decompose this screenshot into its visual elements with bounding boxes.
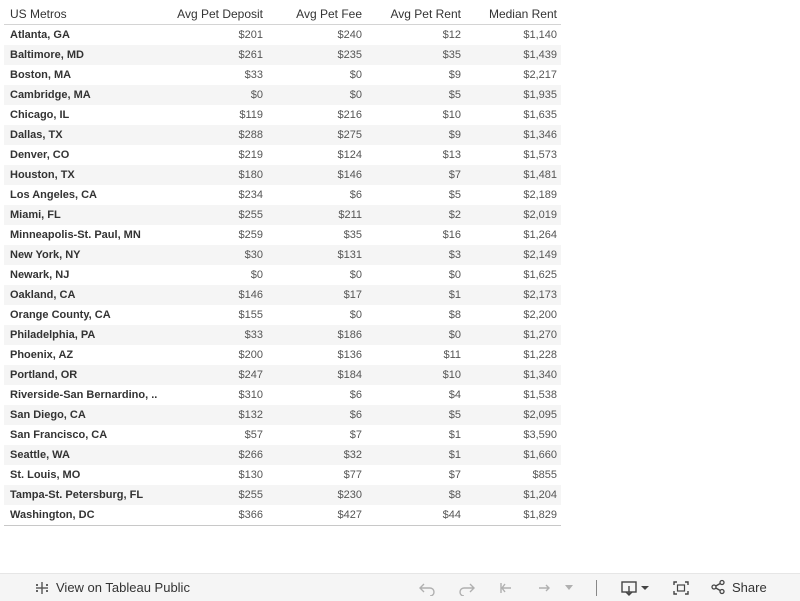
cell-pet-rent: $9	[448, 69, 461, 81]
cell-pet-fee: $0	[349, 89, 362, 101]
cell-pet-rent: $1	[448, 449, 461, 461]
share-label: Share	[732, 579, 767, 595]
refresh-icon[interactable]	[536, 580, 554, 596]
cell-metro: Chicago, IL	[10, 109, 70, 121]
table-row[interactable]	[4, 305, 561, 325]
cell-median-rent: $1,573	[523, 149, 557, 161]
table-row[interactable]	[4, 325, 561, 345]
cell-pet-deposit: $33	[244, 69, 263, 81]
cell-metro: Washington, DC	[10, 509, 95, 521]
cell-median-rent: $1,481	[523, 169, 557, 181]
table-row[interactable]	[4, 345, 561, 365]
cell-median-rent: $2,149	[523, 249, 557, 261]
share-icon	[710, 579, 726, 595]
cell-pet-deposit: $180	[238, 169, 263, 181]
cell-pet-deposit: $219	[238, 149, 263, 161]
cell-median-rent: $1,935	[523, 89, 557, 101]
cell-pet-fee: $7	[349, 429, 362, 441]
table-row[interactable]	[4, 265, 561, 285]
cell-pet-rent: $5	[448, 409, 461, 421]
cell-metro: San Diego, CA	[10, 409, 86, 421]
cell-pet-deposit: $201	[238, 29, 263, 41]
cell-pet-deposit: $310	[238, 389, 263, 401]
cell-pet-fee: $136	[337, 349, 362, 361]
cell-pet-fee: $184	[337, 369, 362, 381]
cell-pet-deposit: $30	[244, 249, 263, 261]
table-row[interactable]	[4, 185, 561, 205]
cell-median-rent: $3,590	[523, 429, 557, 441]
cell-pet-deposit: $259	[238, 229, 263, 241]
table-row[interactable]	[4, 485, 561, 505]
cell-metro: St. Louis, MO	[10, 469, 81, 481]
cell-median-rent: $2,019	[523, 209, 557, 221]
table-row[interactable]	[4, 285, 561, 305]
cell-pet-fee: $6	[349, 409, 362, 421]
cell-pet-rent: $8	[448, 489, 461, 501]
table-row[interactable]	[4, 165, 561, 185]
cell-pet-deposit: $255	[238, 209, 263, 221]
cell-median-rent: $1,140	[523, 29, 557, 41]
cell-pet-fee: $77	[343, 469, 362, 481]
cell-pet-fee: $216	[337, 109, 362, 121]
header-median-rent[interactable]: Median Rent	[488, 7, 557, 21]
cell-pet-rent: $7	[448, 469, 461, 481]
cell-median-rent: $1,660	[523, 449, 557, 461]
data-table	[4, 4, 561, 526]
cell-median-rent: $2,173	[523, 289, 557, 301]
cell-pet-fee: $146	[337, 169, 362, 181]
cell-pet-deposit: $132	[238, 409, 263, 421]
cell-pet-deposit: $234	[238, 189, 263, 201]
cell-median-rent: $1,346	[523, 129, 557, 141]
cell-pet-deposit: $266	[238, 449, 263, 461]
cell-pet-fee: $186	[337, 329, 362, 341]
cell-pet-fee: $6	[349, 189, 362, 201]
cell-pet-deposit: $130	[238, 469, 263, 481]
download-icon[interactable]	[620, 580, 650, 596]
cell-median-rent: $1,204	[523, 489, 557, 501]
cell-metro: Minneapolis-St. Paul, MN	[10, 229, 141, 241]
cell-median-rent: $2,189	[523, 189, 557, 201]
cell-pet-rent: $13	[442, 149, 461, 161]
cell-metro: Atlanta, GA	[10, 29, 70, 41]
cell-median-rent: $2,200	[523, 309, 557, 321]
cell-median-rent: $2,217	[523, 69, 557, 81]
cell-pet-fee: $0	[349, 269, 362, 281]
header-pet-fee[interactable]: Avg Pet Fee	[296, 7, 362, 21]
table-row[interactable]	[4, 205, 561, 225]
cell-pet-deposit: $200	[238, 349, 263, 361]
table-row[interactable]	[4, 85, 561, 105]
cell-pet-fee: $427	[337, 509, 362, 521]
cell-pet-rent: $5	[448, 89, 461, 101]
cell-pet-deposit: $146	[238, 289, 263, 301]
table-row[interactable]	[4, 125, 561, 145]
cell-metro: Riverside-San Bernardino, ..	[10, 389, 158, 401]
cell-pet-deposit: $0	[250, 89, 263, 101]
cell-median-rent: $1,635	[523, 109, 557, 121]
cell-pet-fee: $235	[337, 49, 362, 61]
table-row[interactable]	[4, 425, 561, 445]
cell-metro: Denver, CO	[10, 149, 70, 161]
table-row[interactable]	[4, 365, 561, 385]
table-row[interactable]	[4, 45, 561, 65]
cell-pet-rent: $9	[448, 129, 461, 141]
header-metros[interactable]: US Metros	[10, 7, 67, 21]
cell-metro: Los Angeles, CA	[10, 189, 97, 201]
cell-metro: Newark, NJ	[10, 269, 70, 281]
cell-median-rent: $1,829	[523, 509, 557, 521]
tableau-toolbar	[0, 573, 800, 601]
table-row[interactable]	[4, 385, 561, 405]
cell-metro: Boston, MA	[10, 69, 72, 81]
fullscreen-icon[interactable]	[672, 580, 690, 596]
header-pet-rent[interactable]: Avg Pet Rent	[390, 7, 461, 21]
table-row[interactable]	[4, 225, 561, 245]
cell-metro: Miami, FL	[10, 209, 61, 221]
cell-median-rent: $1,270	[523, 329, 557, 341]
table-row[interactable]	[4, 445, 561, 465]
cell-pet-rent: $0	[448, 269, 461, 281]
table-body	[4, 25, 561, 526]
cell-median-rent: $1,340	[523, 369, 557, 381]
header-pet-deposit[interactable]: Avg Pet Deposit	[177, 7, 263, 21]
cell-pet-deposit: $33	[244, 329, 263, 341]
cell-metro: Portland, OR	[10, 369, 78, 381]
table-row[interactable]	[4, 405, 561, 425]
tableau-logo-icon	[34, 580, 50, 596]
cell-metro: New York, NY	[10, 249, 81, 261]
table-row[interactable]	[4, 145, 561, 165]
table-row[interactable]	[4, 245, 561, 265]
cell-pet-deposit: $261	[238, 49, 263, 61]
cell-pet-rent: $5	[448, 189, 461, 201]
cell-metro: Philadelphia, PA	[10, 329, 96, 341]
toolbar-separator	[596, 580, 597, 596]
cell-pet-rent: $1	[448, 289, 461, 301]
cell-pet-rent: $12	[442, 29, 461, 41]
cell-pet-rent: $4	[448, 389, 461, 401]
cell-pet-fee: $131	[337, 249, 362, 261]
redo-icon[interactable]	[458, 580, 476, 596]
view-on-tableau-label: View on Tableau Public	[56, 580, 190, 595]
cell-pet-deposit: $0	[250, 269, 263, 281]
cell-pet-deposit: $255	[238, 489, 263, 501]
cell-metro: Tampa-St. Petersburg, FL	[10, 489, 144, 501]
cell-pet-deposit: $119	[239, 109, 263, 121]
cell-pet-rent: $10	[442, 109, 461, 121]
cell-metro: Seattle, WA	[10, 449, 70, 461]
cell-median-rent: $855	[532, 469, 557, 481]
cell-pet-fee: $211	[338, 209, 362, 221]
cell-pet-fee: $0	[349, 69, 362, 81]
table-row[interactable]	[4, 465, 561, 485]
cell-pet-fee: $0	[349, 309, 362, 321]
undo-icon[interactable]	[418, 580, 436, 596]
cell-median-rent: $2,095	[523, 409, 557, 421]
cell-pet-fee: $35	[343, 229, 362, 241]
cell-pet-deposit: $366	[238, 509, 263, 521]
table-row[interactable]	[4, 65, 561, 85]
cell-metro: Houston, TX	[10, 169, 75, 181]
cell-median-rent: $1,538	[523, 389, 557, 401]
cell-pet-fee: $32	[343, 449, 362, 461]
cell-pet-rent: $7	[448, 169, 461, 181]
cell-metro: Oakland, CA	[10, 289, 76, 301]
cell-metro: Phoenix, AZ	[10, 349, 74, 361]
cell-pet-rent: $1	[448, 429, 461, 441]
cell-median-rent: $1,439	[523, 49, 557, 61]
cell-pet-deposit: $57	[244, 429, 263, 441]
cell-metro: Baltimore, MD	[10, 49, 84, 61]
cell-pet-rent: $44	[442, 509, 461, 521]
cell-metro: San Francisco, CA	[10, 429, 108, 441]
cell-median-rent: $1,228	[523, 349, 557, 361]
cell-pet-rent: $2	[448, 209, 461, 221]
cell-pet-rent: $0	[448, 329, 461, 341]
table-header	[4, 4, 561, 25]
table-row[interactable]	[4, 505, 561, 525]
cell-pet-fee: $17	[343, 289, 362, 301]
cell-pet-rent: $10	[442, 369, 461, 381]
cell-median-rent: $1,625	[523, 269, 557, 281]
cell-pet-rent: $3	[448, 249, 461, 261]
cell-metro: Orange County, CA	[10, 309, 111, 321]
cell-pet-fee: $275	[337, 129, 362, 141]
cell-pet-fee: $6	[349, 389, 362, 401]
table-row[interactable]	[4, 25, 561, 45]
cell-median-rent: $1,264	[523, 229, 557, 241]
cell-pet-deposit: $247	[238, 369, 263, 381]
cell-pet-deposit: $155	[238, 309, 263, 321]
cell-pet-fee: $124	[337, 149, 362, 161]
cell-pet-rent: $35	[442, 49, 461, 61]
share-button[interactable]	[710, 579, 767, 595]
cell-pet-rent: $8	[448, 309, 461, 321]
cell-pet-rent: $16	[442, 229, 461, 241]
view-on-tableau-link[interactable]	[34, 580, 190, 596]
cell-pet-rent: $11	[443, 349, 461, 361]
dropdown-icon[interactable]	[564, 584, 574, 592]
cell-pet-fee: $240	[337, 29, 362, 41]
cell-pet-fee: $230	[337, 489, 362, 501]
table-row[interactable]	[4, 105, 561, 125]
cell-metro: Cambridge, MA	[10, 89, 91, 101]
cell-pet-deposit: $288	[238, 129, 263, 141]
cell-metro: Dallas, TX	[10, 129, 63, 141]
revert-icon[interactable]	[498, 580, 516, 596]
